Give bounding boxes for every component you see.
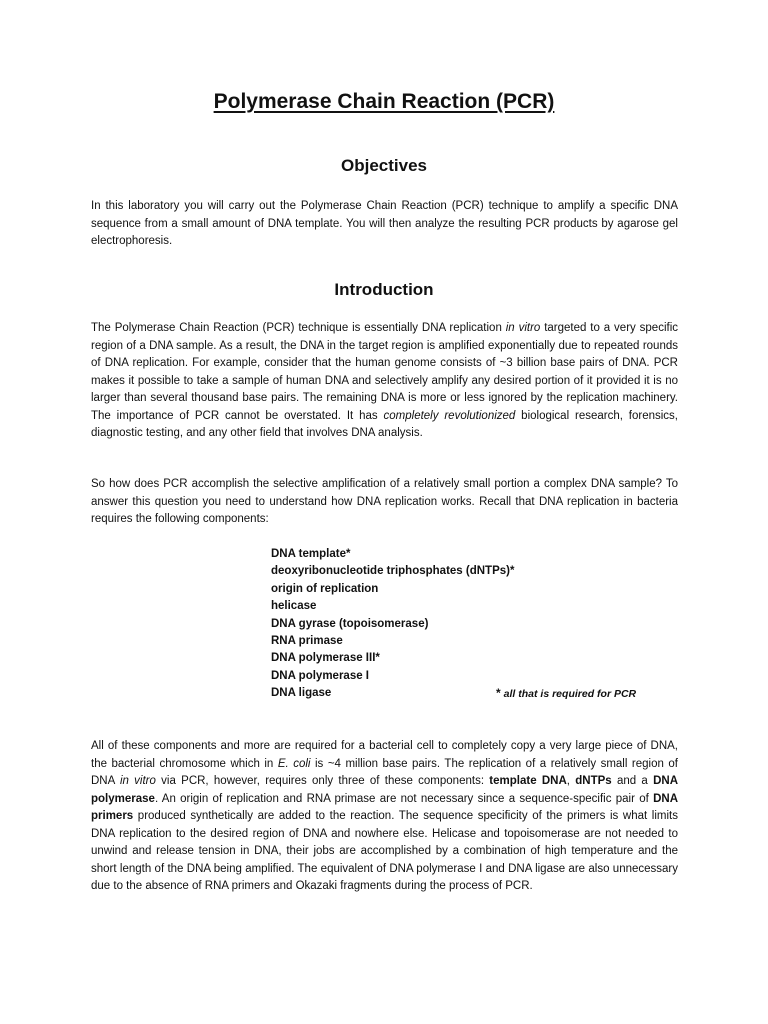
intro-p3-text-m: produced synthetically are added to the reaction. The sequence specificity of the primers is what limits DNA replication to the desired region of DNA and nowhere else. Helicase and topoisomerase are not needed to unwind and release tension in DNA, their jobs are accomplished by a combination of high temperature and the short length of the DNA being amplified. The equivalent of DNA polymerase I and DNA ligase are also unnecessary due to the absence of RNA primers and Okazaki fragments during the process of PCR. (91, 810, 678, 892)
list-item: origin of replication (271, 582, 379, 595)
intro-p3-text-a: All of these components and more are required for a bacterial cell to completely copy a very large piece of DNA, the bacterial chromosome which in (91, 740, 678, 770)
intro-p1-italic-revolutionized: completely revolutionized (383, 409, 516, 422)
intro-p3-text-k: . An origin of replication and RNA primase are not necessary since a sequence-specific pair of (154, 792, 654, 805)
objectives-text: In this laboratory you will carry out the Polymerase Chain Reaction (PCR) technique to amplify a specific DNA sequence from a small amount of DNA template. You will then analyze the resulting PCR products by agarose gel electrophoresis. (91, 200, 678, 247)
intro-p3-bold-dntps: dNTPs (575, 775, 612, 787)
list-item: DNA gyrase (topoisomerase) (271, 617, 429, 630)
pcr-requirement-note (496, 686, 636, 700)
introduction-heading: Introduction (334, 280, 434, 299)
intro-paragraph-2 (91, 476, 678, 529)
intro-paragraph-3 (91, 738, 678, 896)
intro-p3-bold-primers: DNA primers (91, 792, 678, 822)
intro-p3-text-e: via PCR, however, requires only three of these components: (155, 775, 490, 787)
note-text: all that is required for PCR (503, 688, 637, 700)
intro-p1-text-a: The Polymerase Chain Reaction (PCR) technique is essentially DNA replication (91, 322, 506, 334)
objectives-heading: Objectives (341, 156, 427, 175)
intro-p1-text-e: biological research, forensics, diagnostic testing, and any other field that involves DNA analysis. (91, 409, 679, 439)
intro-paragraph-1 (91, 320, 678, 443)
objectives-paragraph (91, 198, 678, 251)
note-asterisk: * (496, 686, 501, 700)
intro-p1-italic-invitro: in vitro (505, 322, 541, 334)
intro-p3-italic-ecoli: E. coli (277, 757, 311, 770)
document-title: Polymerase Chain Reaction (PCR) (213, 90, 555, 113)
intro-p3-text-g: , (566, 775, 576, 787)
intro-p3-bold-polymerase: DNA polymerase (91, 775, 679, 805)
list-item: RNA primase (271, 635, 343, 648)
list-item: DNA ligase (271, 687, 332, 700)
list-item: DNA template* (271, 548, 351, 560)
list-item: DNA polymerase I (271, 669, 369, 682)
intro-p3-bold-template: template DNA (489, 775, 567, 787)
intro-p3-italic-invitro: in vitro (119, 775, 156, 787)
intro-p1-text-c: targeted to a very specific region of a DNA sample. As a result, the DNA in the target region is amplified exponentially due to repeated rounds of DNA replication. For example, consider that the human genome consists of ~3 billion base pairs of DNA. PCR makes it possible to take a sample of human DNA and selectively amplify any desired portion of it provided it is no larger than several thousand base pairs. The remaining DNA is more or less ignored by the replication machinery. The importance of PCR cannot be overstated. It has (91, 322, 679, 422)
components-list (271, 546, 571, 703)
list-item: DNA polymerase III* (271, 652, 380, 665)
intro-p2-text: So how does PCR accomplish the selective amplification of a relatively small portion a complex DNA sample? To answer this question you need to understand how DNA replication works. Recall that DNA replication in bacteria requires the following components: (91, 478, 678, 525)
list-item: helicase (271, 600, 317, 613)
intro-p3-text-i: and a (611, 775, 654, 787)
list-item: deoxyribonucleotide triphosphates (dNTPs)* (271, 565, 515, 578)
intro-p3-text-c: is ~4 million base pairs. The replication of a relatively small region of DNA (91, 757, 678, 787)
